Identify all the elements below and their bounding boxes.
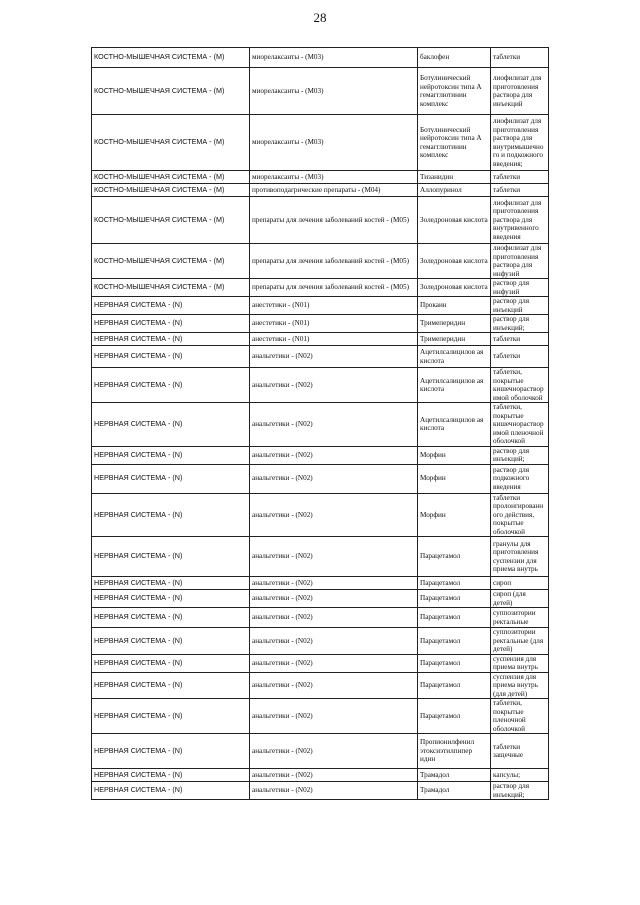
table-row (92, 68, 549, 115)
drug-cell: Парацетамол (418, 628, 491, 655)
drug-cell: Тизанидин (418, 171, 491, 184)
group-cell: анестетики - (N01) (250, 333, 418, 346)
group-cell: анальгетики - (N02) (250, 464, 418, 493)
form-cell: сироп (491, 577, 549, 590)
table-row (92, 590, 549, 608)
system-cell: КОСТНО-МЫШЕЧНАЯ СИСТЕМА - (M) (92, 48, 250, 68)
table-row (92, 403, 549, 447)
system-cell: КОСТНО-МЫШЕЧНАЯ СИСТЕМА - (M) (92, 197, 250, 244)
drug-cell: Ботулинический нейротоксин типа А гемагглютинин комплекс (418, 115, 491, 171)
form-cell: суспензия для приема внутрь (для детей) (491, 672, 549, 699)
form-cell: капсулы; (491, 769, 549, 782)
table-row (92, 782, 549, 800)
drug-cell: Прокаин (418, 297, 491, 315)
table-row (92, 244, 549, 279)
table-row (92, 115, 549, 171)
system-cell: НЕРВНАЯ СИСТЕМА - (N) (92, 769, 250, 782)
drug-cell: Парацетамол (418, 699, 491, 734)
group-cell: противоподагрические препараты - (M04) (250, 184, 418, 197)
group-cell: анестетики - (N01) (250, 315, 418, 333)
group-cell: миорелаксанты - (M03) (250, 48, 418, 68)
group-cell: анестетики - (N01) (250, 297, 418, 315)
form-cell: раствор для инфузий (491, 279, 549, 297)
group-cell: анальгетики - (N02) (250, 608, 418, 628)
form-cell: таблетки защечные (491, 734, 549, 769)
drug-cell: Трамадол (418, 782, 491, 800)
form-cell: суспензия для приема внутрь (491, 654, 549, 672)
drug-cell: Ацетилсалицилов ая кислота (418, 368, 491, 403)
form-cell: раствор для подкожного введения (491, 464, 549, 493)
system-cell: НЕРВНАЯ СИСТЕМА - (N) (92, 628, 250, 655)
system-cell: КОСТНО-МЫШЕЧНАЯ СИСТЕМА - (M) (92, 68, 250, 115)
drug-cell: Пропионилфенил этоксиэтилпипер идин (418, 734, 491, 769)
form-cell: раствор для инъекций; (491, 315, 549, 333)
table-row (92, 699, 549, 734)
system-cell: НЕРВНАЯ СИСТЕМА - (N) (92, 734, 250, 769)
form-cell: таблетки (491, 171, 549, 184)
drug-cell: Парацетамол (418, 537, 491, 577)
group-cell: препараты для лечения заболеваний костей - (M05) (250, 197, 418, 244)
group-cell: препараты для лечения заболеваний костей - (M05) (250, 279, 418, 297)
group-cell: анальгетики - (N02) (250, 537, 418, 577)
system-cell: НЕРВНАЯ СИСТЕМА - (N) (92, 577, 250, 590)
drug-cell: Ацетилсалицилов ая кислота (418, 346, 491, 368)
table-row (92, 279, 549, 297)
drug-cell: Ацетилсалицилов ая кислота (418, 403, 491, 447)
system-cell: КОСТНО-МЫШЕЧНАЯ СИСТЕМА - (M) (92, 115, 250, 171)
system-cell: НЕРВНАЯ СИСТЕМА - (N) (92, 590, 250, 608)
system-cell: НЕРВНАЯ СИСТЕМА - (N) (92, 333, 250, 346)
form-cell: таблетки, покрытые кишечнорастворимой оболочкой (491, 368, 549, 403)
table-row (92, 577, 549, 590)
group-cell: анальгетики - (N02) (250, 403, 418, 447)
system-cell: НЕРВНАЯ СИСТЕМА - (N) (92, 537, 250, 577)
group-cell: анальгетики - (N02) (250, 590, 418, 608)
table-row (92, 734, 549, 769)
table-row (92, 346, 549, 368)
group-cell: анальгетики - (N02) (250, 368, 418, 403)
form-cell: гранулы для приготовления суспензии для приема внутрь (491, 537, 549, 577)
table-row (92, 446, 549, 464)
group-cell: анальгетики - (N02) (250, 654, 418, 672)
group-cell: анальгетики - (N02) (250, 577, 418, 590)
drug-cell: Морфин (418, 493, 491, 537)
drug-cell: Золедроновая кислота (418, 244, 491, 279)
group-cell: анальгетики - (N02) (250, 446, 418, 464)
system-cell: КОСТНО-МЫШЕЧНАЯ СИСТЕМА - (M) (92, 171, 250, 184)
form-cell: таблетки (491, 346, 549, 368)
group-cell: анальгетики - (N02) (250, 346, 418, 368)
table-row (92, 368, 549, 403)
drug-cell: Аллопуринол (418, 184, 491, 197)
system-cell: НЕРВНАЯ СИСТЕМА - (N) (92, 297, 250, 315)
table-row (92, 48, 549, 68)
group-cell: анальгетики - (N02) (250, 628, 418, 655)
group-cell: анальгетики - (N02) (250, 734, 418, 769)
drug-registry-table (91, 47, 549, 800)
group-cell: анальгетики - (N02) (250, 672, 418, 699)
system-cell: КОСТНО-МЫШЕЧНАЯ СИСТЕМА - (M) (92, 184, 250, 197)
drug-cell: Тримеперидин (418, 315, 491, 333)
table-row (92, 315, 549, 333)
table-row (92, 628, 549, 655)
table-row (92, 769, 549, 782)
system-cell: НЕРВНАЯ СИСТЕМА - (N) (92, 446, 250, 464)
form-cell: лиофилизат для приготовления раствора для внутримышечного и подкожного введения; (491, 115, 549, 171)
table-row (92, 197, 549, 244)
drug-cell: Трамадол (418, 769, 491, 782)
system-cell: НЕРВНАЯ СИСТЕМА - (N) (92, 346, 250, 368)
table-row (92, 672, 549, 699)
form-cell: таблетки, покрытые пленочной оболочкой (491, 699, 549, 734)
group-cell: препараты для лечения заболеваний костей - (M05) (250, 244, 418, 279)
table-row (92, 333, 549, 346)
drug-cell: Парацетамол (418, 654, 491, 672)
group-cell: миорелаксанты - (M03) (250, 115, 418, 171)
drug-cell: Ботулинический нейротоксин типа А гемагглютинин комплекс (418, 68, 491, 115)
drug-cell: Тримеперидин (418, 333, 491, 346)
form-cell: суппозитории ректальные (491, 608, 549, 628)
table-body (92, 48, 549, 800)
drug-cell: Парацетамол (418, 672, 491, 699)
form-cell: лиофилизат для приготовления раствора для инфузий (491, 244, 549, 279)
system-cell: НЕРВНАЯ СИСТЕМА - (N) (92, 464, 250, 493)
system-cell: НЕРВНАЯ СИСТЕМА - (N) (92, 403, 250, 447)
form-cell: таблетки, покрытые кишечнорастворимой пленочной оболочкой (491, 403, 549, 447)
drug-cell: Парацетамол (418, 590, 491, 608)
form-cell: таблетки (491, 48, 549, 68)
system-cell: НЕРВНАЯ СИСТЕМА - (N) (92, 654, 250, 672)
form-cell: лиофилизат для приготовления раствора для инъекций (491, 68, 549, 115)
drug-cell: Парацетамол (418, 608, 491, 628)
form-cell: лиофилизат для приготовления раствора для внутривенного введения (491, 197, 549, 244)
form-cell: раствор для инъекций; (491, 782, 549, 800)
drug-cell: Золедроновая кислота (418, 279, 491, 297)
drug-cell: Морфин (418, 446, 491, 464)
drug-cell: Морфин (418, 464, 491, 493)
system-cell: НЕРВНАЯ СИСТЕМА - (N) (92, 782, 250, 800)
system-cell: НЕРВНАЯ СИСТЕМА - (N) (92, 699, 250, 734)
system-cell: НЕРВНАЯ СИСТЕМА - (N) (92, 315, 250, 333)
drug-cell: баклофен (418, 48, 491, 68)
form-cell: таблетки (491, 184, 549, 197)
group-cell: анальгетики - (N02) (250, 782, 418, 800)
table-row (92, 537, 549, 577)
system-cell: НЕРВНАЯ СИСТЕМА - (N) (92, 608, 250, 628)
form-cell: раствор для инъекций (491, 297, 549, 315)
form-cell: сироп (для детей) (491, 590, 549, 608)
system-cell: КОСТНО-МЫШЕЧНАЯ СИСТЕМА - (M) (92, 279, 250, 297)
group-cell: миорелаксанты - (M03) (250, 68, 418, 115)
form-cell: раствор для инъекций; (491, 446, 549, 464)
drug-cell: Парацетамол (418, 577, 491, 590)
system-cell: НЕРВНАЯ СИСТЕМА - (N) (92, 493, 250, 537)
form-cell: таблетки (491, 333, 549, 346)
system-cell: НЕРВНАЯ СИСТЕМА - (N) (92, 672, 250, 699)
system-cell: НЕРВНАЯ СИСТЕМА - (N) (92, 368, 250, 403)
form-cell: таблетки пролонгированного действия, покрытые оболочкой (491, 493, 549, 537)
group-cell: анальгетики - (N02) (250, 493, 418, 537)
table-row (92, 654, 549, 672)
table-row (92, 608, 549, 628)
form-cell: суппозитории ректальные (для детей) (491, 628, 549, 655)
table-row (92, 464, 549, 493)
table-row (92, 297, 549, 315)
table-row (92, 171, 549, 184)
page-number: 28 (313, 10, 327, 25)
drug-cell: Золедроновая кислота (418, 197, 491, 244)
table-row (92, 184, 549, 197)
group-cell: миорелаксанты - (M03) (250, 171, 418, 184)
table-row (92, 493, 549, 537)
group-cell: анальгетики - (N02) (250, 699, 418, 734)
group-cell: анальгетики - (N02) (250, 769, 418, 782)
system-cell: КОСТНО-МЫШЕЧНАЯ СИСТЕМА - (M) (92, 244, 250, 279)
